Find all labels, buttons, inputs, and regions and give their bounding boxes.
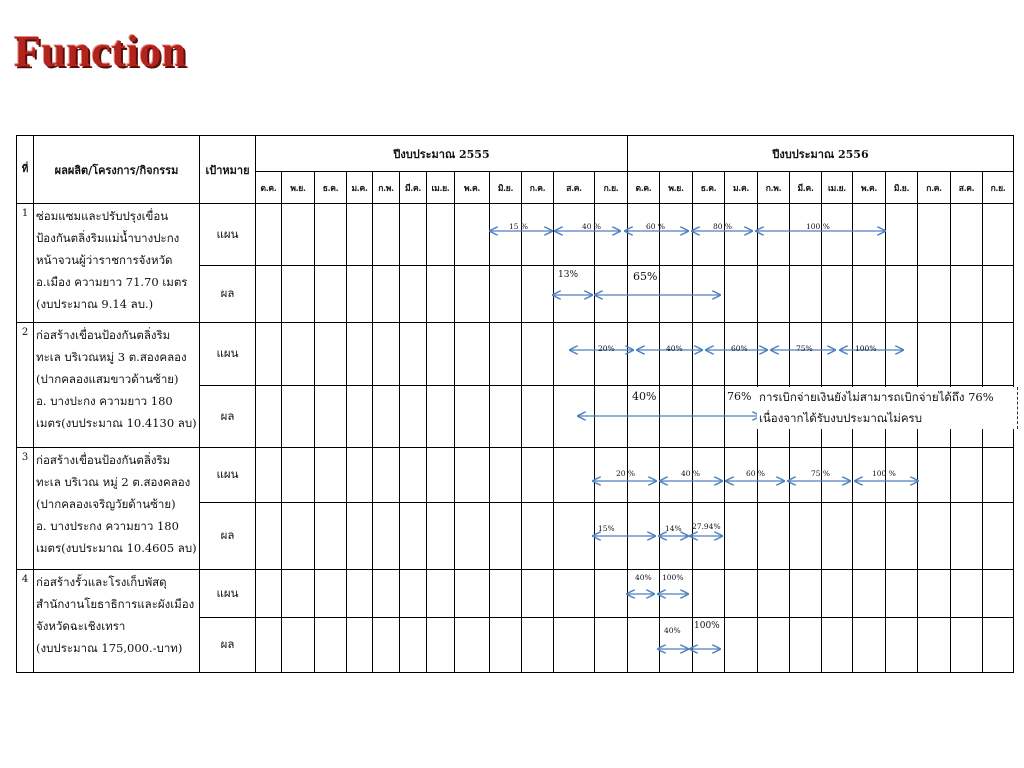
progress-label: 20 % xyxy=(616,469,636,478)
month-cell xyxy=(455,503,490,570)
month-cell xyxy=(256,323,282,386)
month-header: เม.ย. xyxy=(822,172,853,204)
month-cell xyxy=(347,618,373,673)
month-cell xyxy=(660,266,693,323)
month-cell xyxy=(455,570,490,618)
month-header: มิ.ย. xyxy=(886,172,918,204)
project-description-line: เมตร(งบประมาณ 10.4130 ลบ) xyxy=(36,416,197,430)
month-cell xyxy=(693,323,725,386)
month-cell xyxy=(790,204,822,266)
month-header: พ.ค. xyxy=(455,172,490,204)
month-header: ธ.ค. xyxy=(693,172,725,204)
month-cell xyxy=(347,386,373,448)
month-cell xyxy=(490,386,522,448)
month-cell xyxy=(427,448,455,503)
month-cell xyxy=(790,323,822,386)
month-cell xyxy=(373,618,400,673)
month-cell xyxy=(400,618,427,673)
month-cell xyxy=(822,323,853,386)
month-cell xyxy=(758,204,790,266)
month-cell xyxy=(427,618,455,673)
month-cell xyxy=(522,386,554,448)
month-cell xyxy=(951,618,983,673)
project-number: 4 xyxy=(17,570,34,673)
month-cell xyxy=(758,570,790,618)
month-cell xyxy=(347,204,373,266)
month-cell xyxy=(315,503,347,570)
month-cell xyxy=(400,204,427,266)
progress-label: 76% xyxy=(727,390,752,403)
target-plan-label: แผน xyxy=(200,204,256,266)
month-cell xyxy=(660,503,693,570)
month-cell xyxy=(315,618,347,673)
month-cell xyxy=(554,323,595,386)
month-cell xyxy=(282,266,315,323)
month-cell xyxy=(725,503,758,570)
month-cell xyxy=(554,503,595,570)
month-cell xyxy=(522,618,554,673)
month-cell xyxy=(951,266,983,323)
month-cell xyxy=(522,448,554,503)
month-cell xyxy=(628,323,660,386)
project-number: 1 xyxy=(17,204,34,323)
month-cell xyxy=(256,266,282,323)
progress-label: 15% xyxy=(598,524,615,533)
month-cell xyxy=(522,503,554,570)
month-cell xyxy=(554,448,595,503)
month-cell xyxy=(660,323,693,386)
month-cell xyxy=(455,266,490,323)
project-description-line: (ปากคลองแสมขาวด้านซ้าย) xyxy=(36,372,179,386)
month-cell xyxy=(693,503,725,570)
month-cell xyxy=(315,386,347,448)
month-header: ต.ค. xyxy=(628,172,660,204)
month-cell xyxy=(725,204,758,266)
month-cell xyxy=(282,570,315,618)
progress-label: 13% xyxy=(558,270,579,280)
month-cell xyxy=(853,266,886,323)
month-cell xyxy=(853,503,886,570)
month-cell xyxy=(373,448,400,503)
target-result-label: ผล xyxy=(200,386,256,448)
month-cell xyxy=(918,204,951,266)
month-cell xyxy=(886,266,918,323)
month-cell xyxy=(918,448,951,503)
month-cell xyxy=(790,570,822,618)
month-cell xyxy=(282,204,315,266)
month-header: ก.ค. xyxy=(918,172,951,204)
month-cell xyxy=(595,386,628,448)
month-header: พ.ย. xyxy=(660,172,693,204)
month-cell xyxy=(373,204,400,266)
month-cell xyxy=(886,204,918,266)
month-cell xyxy=(693,204,725,266)
month-cell xyxy=(315,448,347,503)
month-cell xyxy=(400,386,427,448)
month-cell xyxy=(455,323,490,386)
col-target-header: เป้าหมาย xyxy=(200,136,256,204)
month-cell xyxy=(853,204,886,266)
month-cell xyxy=(400,503,427,570)
month-cell xyxy=(725,323,758,386)
project-number: 3 xyxy=(17,448,34,570)
month-cell xyxy=(951,204,983,266)
fy2555-header: ปีงบประมาณ 2555 xyxy=(256,136,628,172)
month-cell xyxy=(886,503,918,570)
progress-label: 27.94% xyxy=(692,522,721,531)
month-cell xyxy=(315,323,347,386)
project-description-line: ซ่อมแซมและปรับปรุงเขื่อน xyxy=(36,209,169,223)
progress-label: 40% xyxy=(664,626,681,635)
month-cell xyxy=(522,570,554,618)
month-cell xyxy=(595,266,628,323)
progress-label: 100% xyxy=(855,344,877,353)
project-description xyxy=(34,570,200,673)
project-description-line: ก่อสร้างเขื่อนป้องกันตลิ่งริม xyxy=(36,453,171,467)
month-cell xyxy=(595,503,628,570)
month-cell xyxy=(693,570,725,618)
month-cell xyxy=(595,618,628,673)
month-cell xyxy=(282,618,315,673)
project-description-line: (ปากคลองเจริญวัยด้านซ้าย) xyxy=(36,497,176,511)
progress-label: 40 % xyxy=(681,469,701,478)
month-cell xyxy=(693,386,725,448)
month-cell xyxy=(554,386,595,448)
project-description-line: เมตร(งบประมาณ 10.4605 ลบ) xyxy=(36,541,197,555)
month-cell xyxy=(373,266,400,323)
month-cell xyxy=(758,323,790,386)
month-cell xyxy=(790,266,822,323)
project-number: 2 xyxy=(17,323,34,448)
progress-label: 65% xyxy=(633,270,658,283)
month-cell xyxy=(490,323,522,386)
month-cell xyxy=(282,323,315,386)
target-plan-label: แผน xyxy=(200,323,256,386)
month-cell xyxy=(282,448,315,503)
month-cell xyxy=(554,204,595,266)
month-cell xyxy=(400,323,427,386)
month-cell xyxy=(693,266,725,323)
month-cell xyxy=(853,618,886,673)
month-cell xyxy=(951,448,983,503)
month-header: มิ.ย. xyxy=(490,172,522,204)
month-cell xyxy=(886,618,918,673)
month-cell xyxy=(595,323,628,386)
month-cell xyxy=(427,570,455,618)
month-cell xyxy=(373,323,400,386)
month-cell xyxy=(427,386,455,448)
month-cell xyxy=(983,204,1014,266)
plan-row xyxy=(17,448,1014,503)
month-cell xyxy=(918,266,951,323)
month-cell xyxy=(347,570,373,618)
page-title: Function xyxy=(14,27,187,76)
month-cell xyxy=(490,266,522,323)
month-cell xyxy=(256,448,282,503)
month-cell xyxy=(983,266,1014,323)
progress-label: 100% xyxy=(694,621,720,631)
month-cell xyxy=(918,570,951,618)
progress-label: 75% xyxy=(796,344,813,353)
month-cell xyxy=(628,503,660,570)
month-cell xyxy=(256,618,282,673)
progress-label: 60 % xyxy=(646,222,666,231)
month-cell xyxy=(725,618,758,673)
project-description xyxy=(34,448,200,570)
month-cell xyxy=(490,448,522,503)
month-cell xyxy=(347,323,373,386)
month-cell xyxy=(455,386,490,448)
month-cell xyxy=(725,266,758,323)
project-description-line: อ. บางปะกง ความยาว 180 xyxy=(36,394,173,408)
month-cell xyxy=(853,570,886,618)
progress-label: 40% xyxy=(632,390,657,403)
month-cell xyxy=(490,618,522,673)
month-cell xyxy=(427,266,455,323)
month-cell xyxy=(256,570,282,618)
month-cell xyxy=(918,503,951,570)
budget-note xyxy=(757,387,1018,429)
progress-label: 100 % xyxy=(872,469,896,478)
project-description-line: ก่อสร้างรั้วและโรงเก็บพัสดุ xyxy=(36,575,167,589)
project-description-line: (งบประมาณ 9.14 ลบ.) xyxy=(36,297,154,311)
month-cell xyxy=(490,204,522,266)
month-cell xyxy=(282,386,315,448)
month-header: ม.ค. xyxy=(347,172,373,204)
month-cell xyxy=(886,323,918,386)
progress-label: 15 % xyxy=(509,222,529,231)
month-cell xyxy=(951,503,983,570)
month-cell xyxy=(983,323,1014,386)
target-result-label: ผล xyxy=(200,266,256,323)
month-cell xyxy=(256,386,282,448)
progress-label: 100 % xyxy=(806,222,830,231)
month-header: ธ.ค. xyxy=(315,172,347,204)
month-cell xyxy=(853,323,886,386)
month-header: ก.พ. xyxy=(758,172,790,204)
month-cell xyxy=(554,618,595,673)
month-cell xyxy=(595,204,628,266)
month-cell xyxy=(660,386,693,448)
project-description xyxy=(34,323,200,448)
project-description-line: ก่อสร้างเขื่อนป้องกันตลิ่งริม xyxy=(36,328,171,342)
progress-label: 20% xyxy=(598,344,615,353)
month-cell xyxy=(256,204,282,266)
month-cell xyxy=(400,570,427,618)
month-header: เม.ย. xyxy=(427,172,455,204)
progress-label: 40% xyxy=(666,344,683,353)
month-cell xyxy=(315,204,347,266)
month-header: ก.ย. xyxy=(595,172,628,204)
month-cell xyxy=(347,503,373,570)
month-cell xyxy=(373,386,400,448)
progress-label: 75 % xyxy=(811,469,831,478)
month-cell xyxy=(427,503,455,570)
month-header: ก.ย. xyxy=(983,172,1014,204)
month-cell xyxy=(490,503,522,570)
month-cell xyxy=(758,618,790,673)
month-cell xyxy=(522,266,554,323)
month-cell xyxy=(628,204,660,266)
month-header: มี.ค. xyxy=(400,172,427,204)
month-cell xyxy=(725,570,758,618)
month-cell xyxy=(522,204,554,266)
progress-label: 40 % xyxy=(582,222,602,231)
target-plan-label: แผน xyxy=(200,448,256,503)
budget-note-line: การเบิกจ่ายเงินยังไม่สามารถเบิกจ่ายได้ถึง 76% xyxy=(759,390,994,404)
month-cell xyxy=(400,266,427,323)
month-cell xyxy=(554,570,595,618)
month-header: พ.ย. xyxy=(282,172,315,204)
month-cell xyxy=(660,204,693,266)
project-description-line: ทะเล บริเวณหมู่ 3 ต.สองคลอง xyxy=(36,350,187,364)
plan-row xyxy=(17,570,1014,618)
project-description xyxy=(34,204,200,323)
month-cell xyxy=(951,323,983,386)
month-header: ต.ค. xyxy=(256,172,282,204)
month-cell xyxy=(347,448,373,503)
month-cell xyxy=(455,448,490,503)
month-cell xyxy=(822,266,853,323)
month-header: มี.ค. xyxy=(790,172,822,204)
month-cell xyxy=(918,323,951,386)
month-cell xyxy=(282,503,315,570)
month-cell xyxy=(373,503,400,570)
project-description-line: จังหวัดฉะเชิงเทรา xyxy=(36,619,126,633)
month-header: ส.ค. xyxy=(951,172,983,204)
month-cell xyxy=(315,570,347,618)
month-cell xyxy=(822,570,853,618)
month-cell xyxy=(951,570,983,618)
progress-label: 60% xyxy=(731,344,748,353)
progress-label: 80 % xyxy=(713,222,733,231)
target-plan-label: แผน xyxy=(200,570,256,618)
progress-label: 14% xyxy=(665,524,682,533)
month-cell xyxy=(790,503,822,570)
month-cell xyxy=(983,570,1014,618)
month-cell xyxy=(490,570,522,618)
project-description-line: ป้องกันตลิ่งริมแม่น้ำบางปะกง xyxy=(36,231,180,245)
month-cell xyxy=(758,266,790,323)
month-cell xyxy=(628,618,660,673)
month-cell xyxy=(983,448,1014,503)
col-project-header: ผลผลิต/โครงการ/กิจกรรม xyxy=(34,136,200,204)
plan-row xyxy=(17,323,1014,386)
progress-label: 60 % xyxy=(746,469,766,478)
project-description-line: (งบประมาณ 175,000.-บาท) xyxy=(36,641,183,655)
month-cell xyxy=(822,618,853,673)
month-cell xyxy=(400,448,427,503)
month-cell xyxy=(822,204,853,266)
month-cell xyxy=(886,570,918,618)
month-cell xyxy=(983,618,1014,673)
month-header: ม.ค. xyxy=(725,172,758,204)
month-cell xyxy=(256,503,282,570)
month-header: ส.ค. xyxy=(554,172,595,204)
month-cell xyxy=(427,323,455,386)
month-cell xyxy=(347,266,373,323)
fy2556-header: ปีงบประมาณ 2556 xyxy=(628,136,1014,172)
month-cell xyxy=(822,503,853,570)
progress-label: 40% xyxy=(635,573,652,582)
project-description-line: สำนักงานโยธาธิการและผังเมือง xyxy=(36,597,195,611)
month-header: ก.พ. xyxy=(373,172,400,204)
progress-label: 100% xyxy=(662,573,684,582)
month-header: ก.ค. xyxy=(522,172,554,204)
col-no-header: ที่ xyxy=(17,136,34,204)
target-result-label: ผล xyxy=(200,503,256,570)
project-description-line: หน้าจวนผู้ว่าราชการจังหวัด xyxy=(36,253,173,267)
month-header: พ.ค. xyxy=(853,172,886,204)
month-cell xyxy=(455,204,490,266)
target-result-label: ผล xyxy=(200,618,256,673)
month-cell xyxy=(455,618,490,673)
project-description-line: อ. บางประกง ความยาว 180 xyxy=(36,519,179,533)
month-cell xyxy=(315,266,347,323)
project-description-line: ทะเล บริเวณ หมู่ 2 ต.สองคลอง xyxy=(36,475,191,489)
month-cell xyxy=(373,570,400,618)
month-cell xyxy=(427,204,455,266)
month-cell xyxy=(790,618,822,673)
month-cell xyxy=(595,570,628,618)
budget-note-line: เนื่องจากได้รับงบประมาณไม่ครบ xyxy=(759,411,923,425)
month-cell xyxy=(983,503,1014,570)
month-cell xyxy=(522,323,554,386)
plan-row xyxy=(17,204,1014,266)
project-description-line: อ.เมือง ความยาว 71.70 เมตร xyxy=(36,275,188,289)
month-cell xyxy=(758,503,790,570)
month-cell xyxy=(918,618,951,673)
